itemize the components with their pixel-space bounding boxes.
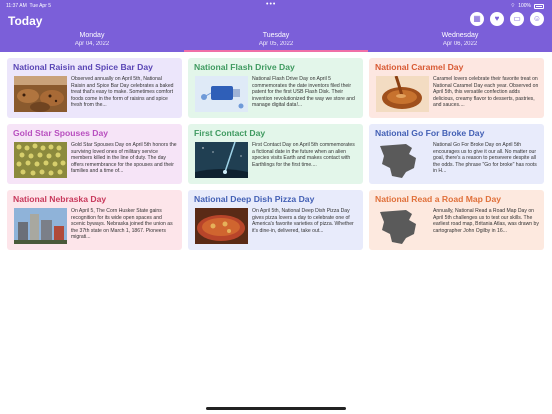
card-description: Caramel lovers celebrate their favorite treat on National Caramel Day each year. Observed on April 5th, this versatile confection adds delicious, creamy flavor to desserts, pastries, and sauces.... <box>433 76 539 109</box>
favorites-button[interactable] <box>490 12 504 26</box>
tab-tuesday[interactable] <box>184 32 368 52</box>
card-description: Annually, National Read a Road Map Day on April 5th challenges us to test our skills. The earliest road map, Britania Atlas, was drawn by cartographer John Ogilby in 16... <box>433 208 539 234</box>
pizza-image <box>195 208 248 244</box>
holiday-card[interactable] <box>188 124 363 184</box>
status-time: 11:37 AM Tue Apr 5 <box>6 3 52 9</box>
calendar-button[interactable] <box>470 12 484 26</box>
status-right <box>511 3 545 9</box>
card-title: National Raisin and Spice Bar Day <box>13 62 153 72</box>
card-title: National Caramel Day <box>375 62 464 72</box>
page-title: Today <box>8 14 43 28</box>
status-bar <box>0 0 552 10</box>
card-title: National Go For Broke Day <box>375 128 485 138</box>
header-buttons <box>470 12 544 26</box>
holiday-card[interactable] <box>188 58 363 118</box>
day-name: Monday <box>79 32 105 39</box>
wifi-icon: ⌔ <box>510 3 516 9</box>
heart-icon: ♥ <box>494 14 500 23</box>
app-header <box>0 0 552 52</box>
flash-drive-image <box>195 76 248 112</box>
day-date: Apr 06, 2022 <box>442 41 478 47</box>
day-date: Apr 04, 2022 <box>74 41 110 47</box>
holiday-card[interactable] <box>7 58 182 118</box>
holiday-card[interactable] <box>369 190 544 250</box>
holiday-card[interactable] <box>7 124 182 184</box>
day-tabs <box>0 32 552 52</box>
caramel-image <box>376 76 429 112</box>
raisin-bars-image <box>14 76 67 112</box>
card-description: National Flash Drive Day on April 5 commemorates the date inventors filed their patent for the first USB Flash Disk. Their invention revolutionized the way we store and manage digital data!... <box>252 76 355 109</box>
card-description: On April 5, The Corn Husker State gains recognition for its wide open spaces and scenic byways. Nebraska joined the union as the 37th state on March 1, 1867. Pioneers migrati... <box>71 208 173 241</box>
holiday-card[interactable] <box>188 190 363 250</box>
tab-wednesday[interactable] <box>368 32 552 48</box>
city-image <box>14 208 67 244</box>
day-name: Tuesday <box>262 32 290 39</box>
day-date: Apr 05, 2022 <box>258 41 294 47</box>
map-image <box>376 208 429 244</box>
gold-stars-image <box>14 142 67 178</box>
card-title: National Nebraska Day <box>13 194 107 204</box>
card-description: Gold Star Spouses Day on April 5th honors the surviving loved ones of military service members killed in the line of duty. The day offers remembrance for the spouses and their families and a time of... <box>71 142 177 175</box>
battery-percent: 100% <box>518 3 531 9</box>
holiday-card[interactable] <box>369 58 544 118</box>
chat-icon: ▭ <box>513 14 521 23</box>
map-image <box>376 142 429 178</box>
home-indicator[interactable] <box>206 407 346 410</box>
card-title: National Deep Dish Pizza Day <box>194 194 315 204</box>
card-description: On April 5th, National Deep Dish Pizza Day gives pizza lovers a day to celebrate one of America's favorite varieties of pizza. Whether it's dine-in, delivered, take out... <box>252 208 354 234</box>
people-button[interactable] <box>530 12 544 26</box>
day-name: Wednesday <box>441 32 479 39</box>
night-sky-image <box>195 142 248 178</box>
people-icon: ☺ <box>532 14 542 23</box>
multitask-dots-icon[interactable]: ••• <box>266 1 277 8</box>
tab-monday[interactable] <box>0 32 184 48</box>
battery-icon <box>534 4 544 9</box>
card-title: National Read a Road Map Day <box>375 194 502 204</box>
card-title: First Contact Day <box>194 128 266 138</box>
holiday-card[interactable] <box>369 124 544 184</box>
card-title: National Flash Drive Day <box>194 62 295 72</box>
card-description: Observed annually on April 5th, National Raisin and Spice Bar Day celebrates a baked treat that's easy to make. Sometimes comfort foods come in the form of raisins and spice fresh from the... <box>71 76 174 109</box>
card-description: National Go For Broke Day on April 5th encourages us to give it our all. No matter our goal, there's a reason to persevere despite all the odds. The phrase "Go for broke" has roots in H... <box>433 142 537 175</box>
card-title: Gold Star Spouses Day <box>13 128 109 138</box>
holiday-card[interactable] <box>7 190 182 250</box>
card-description: First Contact Day on April 5th commemorates a fictional date in the future when an alien species visits Earth and makes contact with Earthlings for the first time.... <box>252 142 355 168</box>
calendar-icon: ▦ <box>473 14 481 23</box>
chat-button[interactable] <box>510 12 524 26</box>
